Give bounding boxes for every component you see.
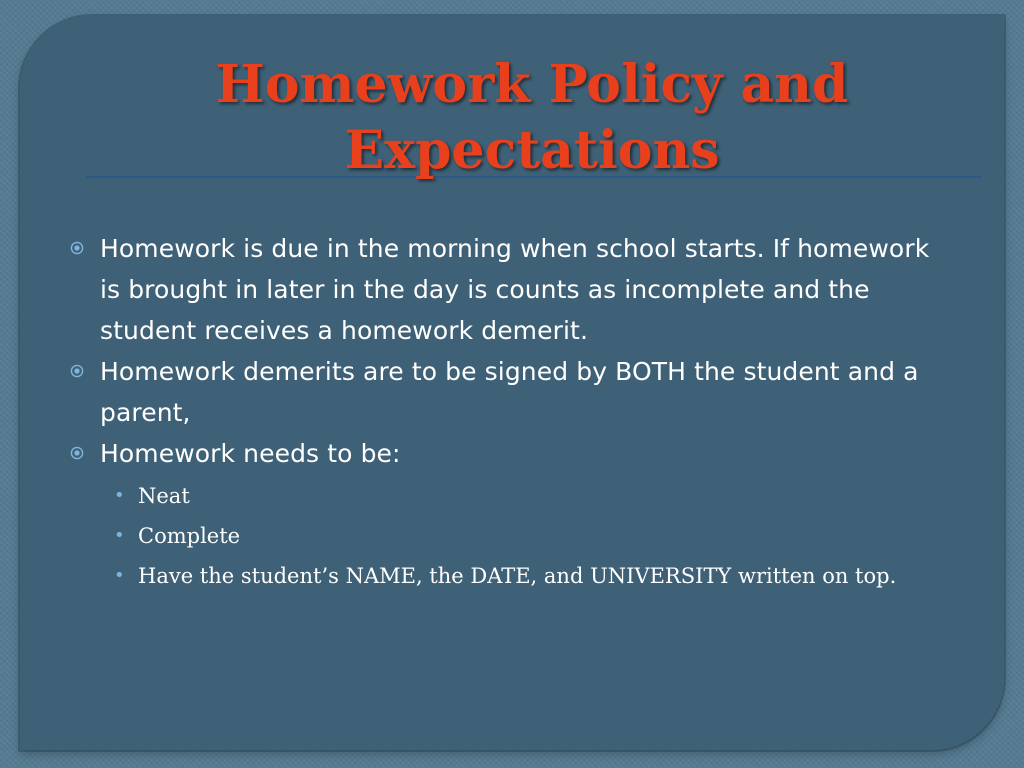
bullet-item xyxy=(70,228,950,351)
sub-bullet-text: Have the student’s NAME, the DATE, and UNIVERSITY written on top. xyxy=(138,564,897,588)
sub-bullet-item xyxy=(112,478,950,514)
sub-bullet-text: Complete xyxy=(138,524,241,548)
circled-dot-bullet-icon xyxy=(70,446,84,460)
circled-dot-bullet-icon xyxy=(70,364,84,378)
bullet-text: Homework needs to be: xyxy=(100,439,401,468)
slide-title: Homework Policy and Expectations xyxy=(215,54,849,181)
bullet-text: Homework demerits are to be signed by BOTH the student and a parent, xyxy=(100,357,919,427)
slide-content xyxy=(70,228,950,594)
bullet-item xyxy=(70,433,950,474)
circled-dot-bullet-icon xyxy=(70,241,84,255)
small-dot-bullet-icon: • xyxy=(114,525,125,546)
small-dot-bullet-icon: • xyxy=(114,485,125,506)
bullet-text: Homework is due in the morning when school starts. If homework is brought in later in the day is counts as incomplete and the student receives a homework demerit. xyxy=(100,234,930,345)
bullet-item xyxy=(70,351,950,433)
sub-bullet-item xyxy=(112,518,950,554)
sub-bullet-list xyxy=(70,478,950,594)
sub-bullet-item xyxy=(112,558,950,594)
small-dot-bullet-icon: • xyxy=(114,565,125,586)
sub-bullet-text: Neat xyxy=(138,484,190,508)
